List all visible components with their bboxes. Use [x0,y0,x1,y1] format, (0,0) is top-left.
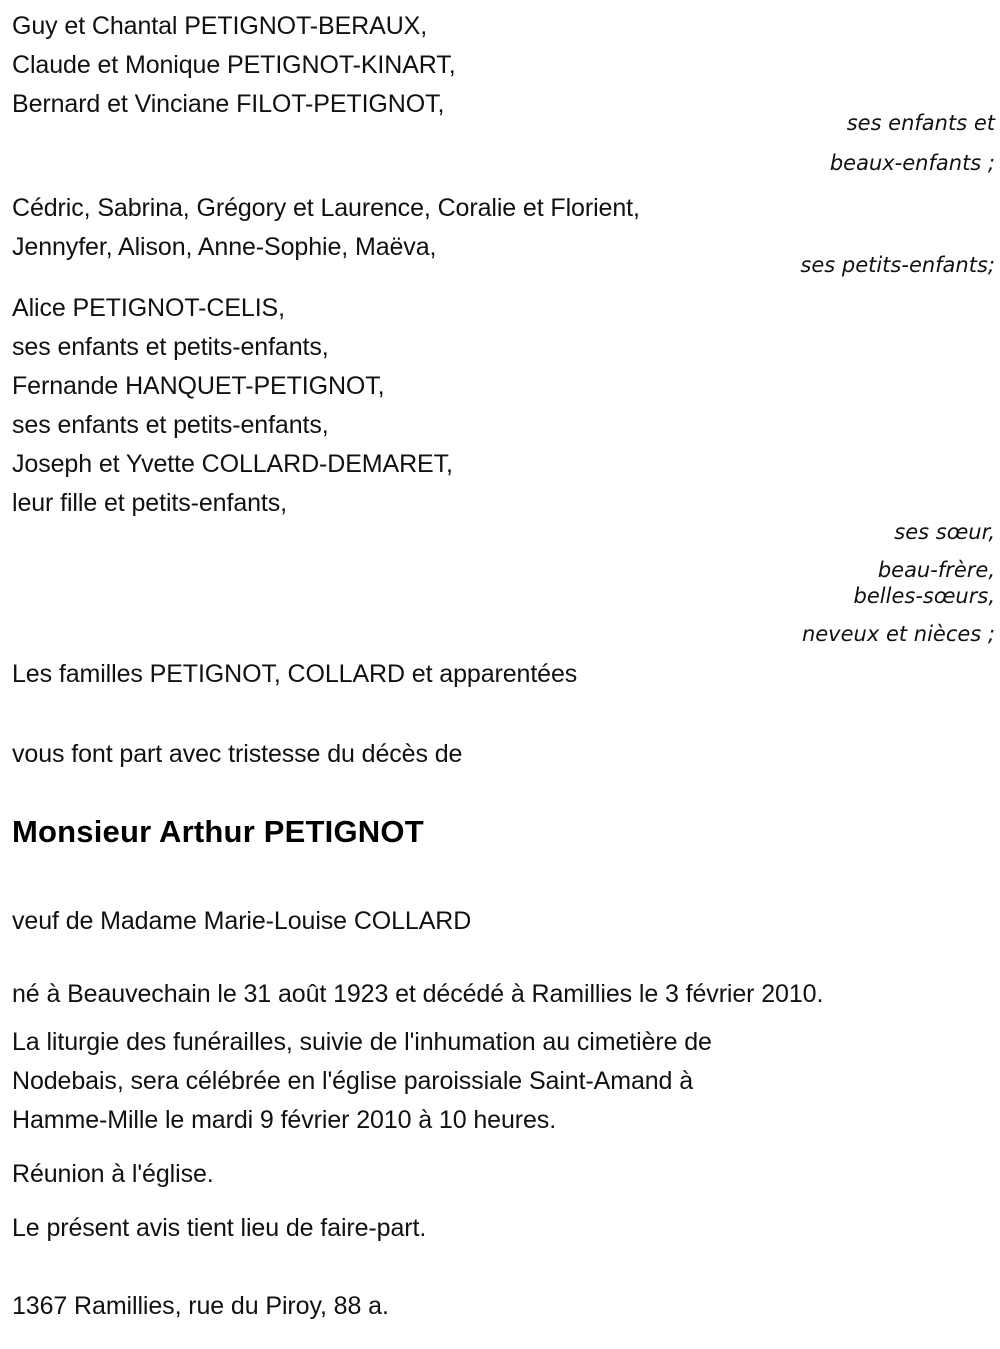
gathering-line: Réunion à l'église. [12,1160,214,1188]
child-name-line: Guy et Chantal PETIGNOT-BERAUX, [12,12,428,40]
relation-label-children: beaux-enfants ; [829,151,995,175]
relation-label-sisters-in-law: belles-sœurs, [853,584,995,608]
sibling-name-line: Fernande HANQUET-PETIGNOT, [12,372,385,400]
relation-label-nephews-nieces: neveux et nièces ; [801,622,995,646]
grandchild-name-line: Jennyfer, Alison, Anne-Sophie, Maëva, [12,233,437,261]
relation-label-grandchildren: ses petits-enfants; [800,253,995,277]
sibling-name-line: Alice PETIGNOT-CELIS, [12,294,285,322]
announcement-line: vous font part avec tristesse du décès de [12,740,463,768]
birth-death-line: né à Beauvechain le 31 août 1923 et décédé à Ramillies le 3 février 2010. [12,980,824,1008]
grandchild-name-line: Cédric, Sabrina, Grégory et Laurence, Coralie et Florient, [12,194,640,222]
deceased-name: Monsieur Arthur PETIGNOT [12,814,424,849]
relation-label-brother-in-law: beau-frère, [877,558,995,582]
spouse-line: veuf de Madame Marie-Louise COLLARD [12,907,472,935]
sibling-name-line: ses enfants et petits-enfants, [12,411,329,439]
notice-line: Le présent avis tient lieu de faire-part. [12,1214,427,1242]
sibling-name-line: Joseph et Yvette COLLARD-DEMARET, [12,450,453,478]
relation-label-sister: ses sœur, [894,520,995,544]
sibling-name-line: ses enfants et petits-enfants, [12,333,329,361]
child-name-line: Bernard et Vinciane FILOT-PETIGNOT, [12,90,445,118]
relation-label-children: ses enfants et [846,111,995,135]
address-line: 1367 Ramillies, rue du Piroy, 88 a. [12,1292,389,1320]
funeral-detail-line: Nodebais, sera célébrée en l'église paroissiale Saint-Amand à [12,1067,694,1095]
child-name-line: Claude et Monique PETIGNOT-KINART, [12,51,456,79]
funeral-detail-line: La liturgie des funérailles, suivie de l'inhumation au cimetière de [12,1028,712,1056]
families-line: Les familles PETIGNOT, COLLARD et apparentées [12,660,578,688]
funeral-detail-line: Hamme-Mille le mardi 9 février 2010 à 10 heures. [12,1106,557,1134]
sibling-name-line: leur fille et petits-enfants, [12,489,288,517]
